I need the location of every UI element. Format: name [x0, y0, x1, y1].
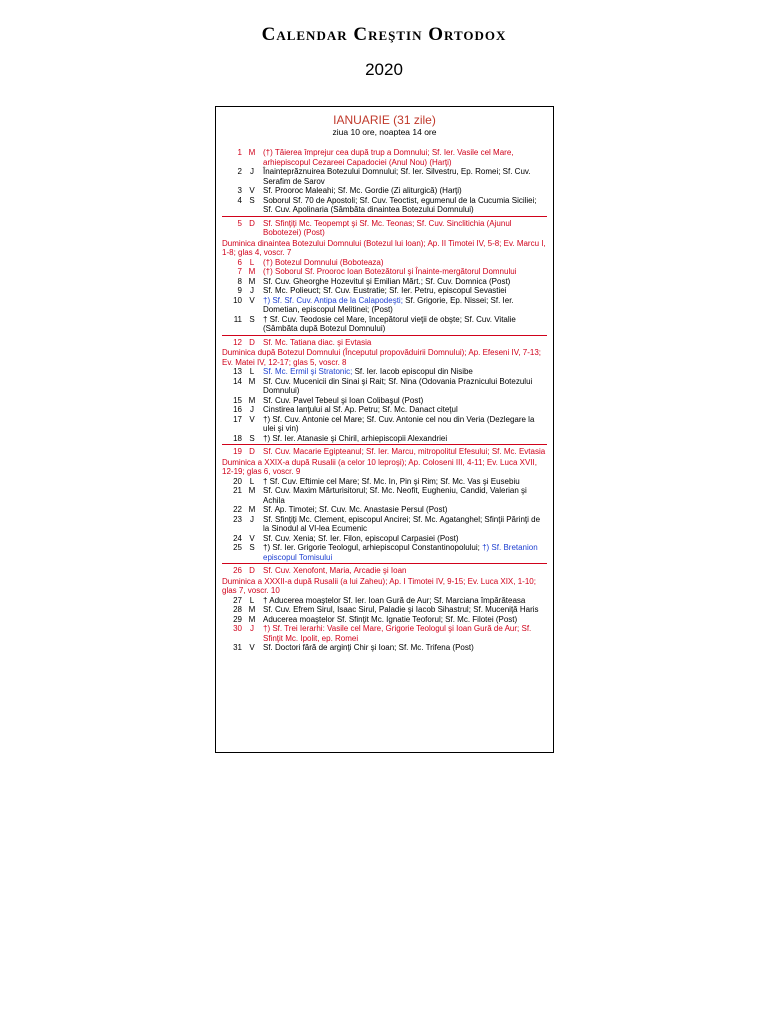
- sunday-separator: [222, 335, 547, 336]
- highlighted-saint: †) Sf. Bretanion episcopul Tomisului: [263, 543, 538, 562]
- weekday-letter: V: [249, 414, 255, 424]
- day-entry: [222, 434, 547, 444]
- saints-text: [259, 167, 547, 186]
- weekday-letter: V: [249, 533, 255, 543]
- day-entry: [222, 447, 547, 457]
- day-entry: [222, 543, 547, 562]
- weekday-letter: J: [250, 286, 254, 295]
- sunday-reading-note: Duminica dinaintea Botezului Domnului (Botezul lui Ioan); Ap. II Timotei IV, 5-8; Ev. Marcu I, 1-8; glas 4, voscr. 7: [222, 238, 546, 257]
- weekday-letter: M: [248, 486, 256, 495]
- day-entry: [222, 148, 547, 167]
- saints-main-text: Sf. Ap. Timotei; Sf. Cuv. Mc. Anastasie Persul (Post): [263, 505, 448, 514]
- saints-text: [259, 566, 547, 576]
- weekday-letter: M: [248, 276, 256, 286]
- saints-main-text: Sf. Prooroc Maleahi; Sf. Mc. Gordie (Zi aliturgică) (Harţi): [263, 186, 462, 195]
- day-entry: [222, 196, 547, 215]
- saints-main-text: Înainteprăznuirea Botezului Domnului; Sf. Ier. Silvestru, Ep. Romei; Sf. Cuv. Serafim de Sarov: [263, 167, 531, 186]
- sunday-separator: [222, 563, 547, 564]
- saints-text: [259, 267, 547, 277]
- day-number: 8: [237, 276, 242, 286]
- saints-main-text: Sf. Mc. Tatiana diac. şi Evtasia: [263, 337, 372, 347]
- saints-text: [259, 447, 547, 457]
- saints-main-text: (†) Tăierea împrejur cea după trup a Domnului; Sf. Ier. Vasile cel Mare, arhiepiscopul Cezareei Capadociei (Anul Nou) (Harţi): [263, 148, 514, 167]
- weekday-letter: M: [248, 148, 256, 157]
- saints-main-text: Cinstirea lanţului al Sf. Ap. Petru; Sf. Mc. Danact citeţul: [263, 405, 458, 414]
- day-number: 13: [233, 367, 242, 376]
- day-entry: [222, 377, 547, 396]
- weekday-letter: D: [249, 218, 255, 228]
- saints-text: [259, 596, 547, 606]
- day-number: 10: [233, 295, 242, 305]
- sunday-reading-note: Duminica după Botezul Domnului (Începutul propovăduirii Domnului); Ap. Efeseni IV, 7-13; Ev. Matei IV, 12-17; glas 5, voscr. 8: [222, 348, 541, 367]
- saints-main-text: Sf. Grigorie, Ep. Nissei; Sf. Ier. Dometian, episcopul Melitinei; (Post): [263, 295, 514, 314]
- day-entry: [222, 505, 547, 515]
- highlighted-saint: †) Sf. Sf. Cuv. Antipa de la Calapodeşti;: [263, 295, 403, 305]
- saints-text: [259, 405, 547, 415]
- day-number: 7: [237, 267, 242, 276]
- day-number: 2: [237, 167, 242, 176]
- day-number: 30: [233, 624, 242, 633]
- day-number: 21: [233, 486, 242, 495]
- saints-text: [259, 377, 547, 396]
- saints-main-text: † Sf. Cuv. Teodosie cel Mare, începătorul vieţii de obşte; Sf. Cuv. Vitalie (Sâmbăta după Botezul Domnului): [263, 314, 516, 333]
- saints-main-text: Sf. Cuv. Macarie Egipteanul; Sf. Ier. Marcu, mitropolitul Efesului; Sf. Mc. Evtasia: [263, 447, 546, 456]
- weekday-letter: L: [249, 367, 255, 376]
- day-number: 28: [233, 605, 242, 614]
- day-entry: [222, 258, 547, 268]
- day-entry: [222, 477, 547, 487]
- weekday-letter: V: [249, 186, 255, 195]
- saints-text: [259, 277, 547, 287]
- weekday-letter: S: [249, 314, 255, 324]
- saints-main-text: (†) Botezul Domnului (Boboteaza): [263, 257, 384, 267]
- day-entry: [222, 596, 547, 606]
- day-number: 31: [233, 643, 242, 652]
- day-entry: [222, 605, 547, 615]
- saints-main-text: Sf. Cuv. Xenia; Sf. Ier. Filon, episcopul Carpasiei (Post): [263, 533, 459, 543]
- day-number: 1: [237, 148, 242, 157]
- day-number: 22: [233, 505, 242, 514]
- day-number: 15: [233, 395, 242, 405]
- saints-main-text: Sf. Sfinţiţi Mc. Clement, episcopul Ancirei; Sf. Mc. Agatanghel; Sfinţii Părinţi de la Sinodul al VI-lea Ecumenic: [263, 514, 541, 533]
- weekday-letter: L: [249, 476, 255, 486]
- saints-text: [259, 477, 547, 487]
- saints-text: [259, 515, 547, 534]
- day-number: 27: [233, 595, 242, 605]
- saints-text: [259, 486, 547, 505]
- day-number: 14: [233, 376, 242, 386]
- weekday-letter: M: [248, 395, 256, 405]
- saints-main-text: Sf. Cuv. Mucenicii din Sinai şi Rait; Sf. Nina (Odovania Praznicului Botezului Domnului): [263, 376, 533, 395]
- weekday-letter: S: [249, 543, 255, 552]
- day-entry: [222, 534, 547, 544]
- day-entry: [222, 643, 547, 653]
- saints-main-text: †) Sf. Trei Ierarhi: Vasile cel Mare, Grigorie Teologul şi Ioan Gură de Aur; Sf. Sfinţit Mc. Ipolit, ep. Romei: [263, 624, 532, 643]
- document-title: Calendar Creştin Ortodox: [261, 24, 507, 45]
- saints-text: [259, 186, 547, 196]
- weekday-letter: M: [248, 505, 256, 514]
- weekday-letter: L: [249, 257, 255, 267]
- saints-text: [259, 338, 547, 348]
- saints-text: [259, 258, 547, 268]
- day-entry: [222, 624, 547, 643]
- weekday-letter: D: [249, 447, 255, 456]
- weekday-letter: D: [249, 566, 255, 575]
- day-number: 12: [233, 337, 242, 347]
- saints-main-text: Aducerea moaştelor Sf. Sfinţit Mc. Ignatie Teoforul; Sf. Mc. Filotei (Post): [263, 614, 518, 624]
- day-number: 19: [233, 447, 242, 456]
- calendar-month-box: [215, 106, 554, 753]
- weekday-letter: M: [248, 614, 256, 624]
- saints-main-text: Sf. Sfinţiţi Mc. Teopempt şi Sf. Mc. Teonas; Sf. Cuv. Sinclitichia (Ajunul Bobotezei) (Post): [263, 218, 512, 237]
- saints-main-text: Sf. Cuv. Gheorghe Hozevitul şi Emilian Mărt.; Sf. Cuv. Domnica (Post): [263, 276, 511, 286]
- saints-text: [259, 615, 547, 625]
- saints-text: [259, 396, 547, 406]
- day-entry: [222, 296, 547, 315]
- saints-text: [259, 219, 547, 238]
- day-number: 29: [233, 614, 242, 624]
- sunday-separator: [222, 444, 547, 445]
- saints-main-text: †) Sf. Ier. Atanasie şi Chiril, arhiepiscopii Alexandriei: [263, 433, 448, 443]
- day-number: 18: [233, 433, 242, 443]
- saints-text: [259, 505, 547, 515]
- weekday-letter: S: [249, 433, 255, 443]
- day-entry: [222, 405, 547, 415]
- day-number: 11: [233, 314, 242, 324]
- day-number: 3: [237, 186, 242, 195]
- day-number: 6: [237, 257, 242, 267]
- weekday-letter: M: [248, 267, 256, 276]
- weekday-letter: L: [249, 595, 255, 605]
- month-header: [222, 113, 547, 138]
- month-subtitle: ziua 10 ore, noaptea 14 ore: [332, 127, 437, 137]
- weekday-letter: J: [250, 514, 254, 524]
- weekday-letter: V: [249, 295, 255, 305]
- saints-text: [259, 415, 547, 434]
- saints-text: [259, 286, 547, 296]
- day-entry: [222, 338, 547, 348]
- entries-list: [222, 148, 547, 653]
- month-title: IANUARIE (31 zile): [333, 113, 436, 127]
- weekday-letter: M: [248, 376, 256, 386]
- highlighted-saint: Sf. Mc. Ermil şi Stratonic;: [263, 367, 353, 376]
- day-number: 17: [233, 414, 242, 424]
- saints-text: [259, 315, 547, 334]
- saints-main-text: Soborul Sf. 70 de Apostoli; Sf. Cuv. Teoctist, egumenul de la Cucumia Siciliei; Sf. Cuv. Apolinaria (Sâmbăta dinaintea Botezului Domnului): [263, 195, 537, 214]
- saints-text: [259, 643, 547, 653]
- day-number: 9: [237, 286, 242, 295]
- saints-main-text: Sf. Doctori fără de arginţi Chir şi Ioan; Sf. Mc. Trifena (Post): [263, 643, 474, 652]
- saints-main-text: Sf. Cuv. Pavel Tebeul şi Ioan Colibaşul (Post): [263, 395, 424, 405]
- saints-text: [259, 296, 547, 315]
- saints-main-text: †) Sf. Ier. Grigorie Teologul, arhiepiscopul Constantinopolului;: [263, 543, 480, 552]
- day-number: 16: [233, 405, 242, 414]
- saints-main-text: † Aducerea moaştelor Sf. Ier. Ioan Gură de Aur; Sf. Marciana împărăteasa: [263, 595, 526, 605]
- saints-text: [259, 196, 547, 215]
- day-entry: [222, 167, 547, 186]
- saints-text: [259, 543, 547, 562]
- saints-main-text: Sf. Cuv. Efrem Sirul, Isaac Sirul, Paladie şi Iacob Sihastrul; Sf. Muceniţă Haris: [263, 605, 539, 614]
- weekday-letter: D: [249, 337, 255, 347]
- day-entry: [222, 415, 547, 434]
- day-entry: [222, 367, 547, 377]
- sunday-reading-note: Duminica a XXIX-a după Rusalii (a celor 10 leproşi); Ap. Coloseni III, 4-11; Ev. Luca XVII, 12-19; glas 6, voscr. 9: [222, 457, 537, 476]
- saints-text: [259, 148, 547, 167]
- day-number: 5: [237, 218, 242, 228]
- weekday-letter: M: [248, 605, 256, 614]
- saints-main-text: (†) Soborul Sf. Prooroc Ioan Botezătorul şi Înainte-mergătorul Domnului: [263, 267, 517, 276]
- day-entry: [222, 277, 547, 287]
- document-year: 2020: [365, 60, 403, 79]
- weekday-letter: J: [250, 624, 254, 633]
- day-number: 4: [237, 195, 242, 205]
- saints-text: [259, 534, 547, 544]
- sunday-separator: [222, 216, 547, 217]
- day-entry: [222, 267, 547, 277]
- day-entry: [222, 486, 547, 505]
- saints-text: [259, 367, 547, 377]
- saints-main-text: Sf. Cuv. Maxim Mărturisitorul; Sf. Mc. Neofit, Eugheniu, Candid, Valerian şi Achila: [263, 486, 527, 505]
- weekday-letter: V: [249, 643, 255, 652]
- saints-text: [259, 434, 547, 444]
- saints-main-text: Sf. Ier. Iacob episcopul din Nisibe: [352, 367, 473, 376]
- sunday-reading-note: Duminica a XXXII-a după Rusalii (a lui Zaheu); Ap. I Timotei IV, 9-15; Ev. Luca XIX, 1-10; glas 7, voscr. 10: [222, 576, 536, 595]
- weekday-letter: J: [250, 167, 254, 176]
- day-entry: [222, 286, 547, 296]
- day-entry: [222, 515, 547, 534]
- saints-main-text: Sf. Mc. Polieuct; Sf. Cuv. Eustratie; Sf. Ier. Petru, episcopul Sevastiei: [263, 286, 507, 295]
- day-entry: [222, 186, 547, 196]
- saints-text: [259, 624, 547, 643]
- day-number: 20: [233, 476, 242, 486]
- day-number: 26: [233, 566, 242, 575]
- saints-main-text: †) Sf. Cuv. Antonie cel Mare; Sf. Cuv. Antonie cel nou din Veria (Dezlegare la ulei şi vin): [263, 414, 535, 433]
- day-number: 25: [233, 543, 242, 552]
- day-number: 23: [233, 514, 242, 524]
- day-entry: [222, 219, 547, 238]
- saints-main-text: † Sf. Cuv. Eftimie cel Mare; Sf. Mc. In, Pin şi Rim; Sf. Mc. Vas şi Eusebiu: [263, 476, 520, 486]
- day-entry: [222, 396, 547, 406]
- day-entry: [222, 566, 547, 576]
- saints-main-text: Sf. Cuv. Xenofont, Maria, Arcadie şi Ioan: [263, 566, 407, 575]
- saints-text: [259, 605, 547, 615]
- weekday-letter: S: [249, 195, 255, 205]
- day-entry: [222, 315, 547, 334]
- weekday-letter: J: [250, 405, 254, 414]
- day-entry: [222, 615, 547, 625]
- day-number: 24: [233, 533, 242, 543]
